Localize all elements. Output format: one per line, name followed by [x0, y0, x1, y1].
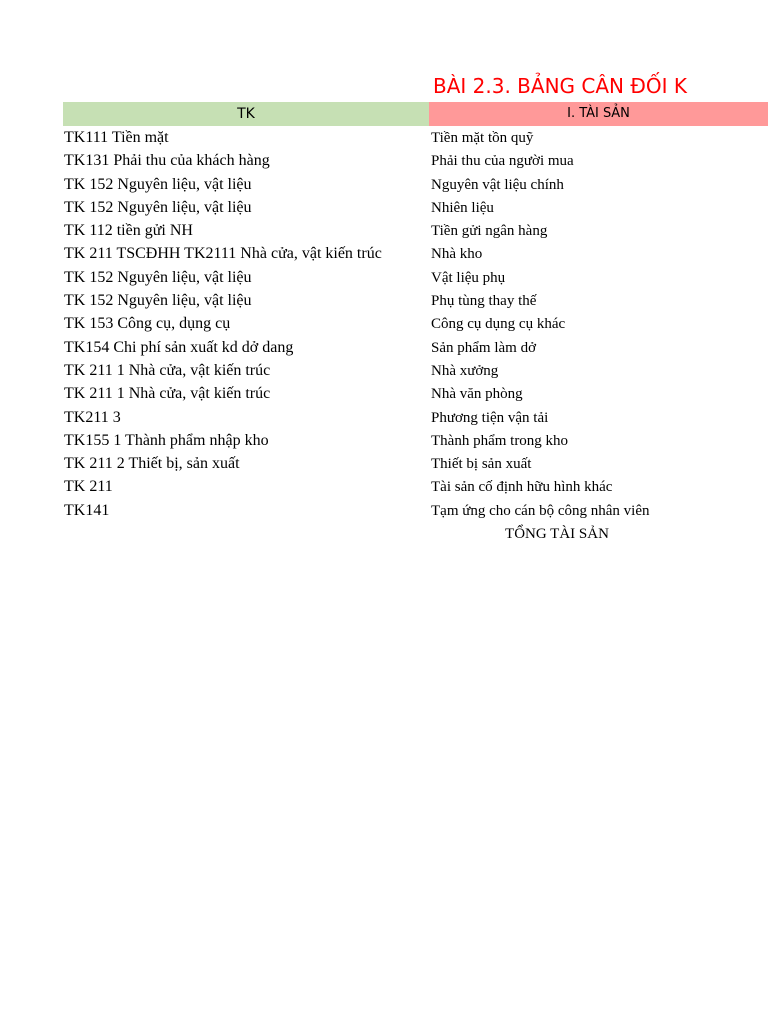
account-cell[interactable]: TK 152 Nguyên liệu, vật liệu [64, 292, 252, 310]
account-cell[interactable]: TK 211 1 Nhà cửa, vật kiến trúc [64, 385, 271, 403]
account-cell[interactable]: TK 211 TSCĐHH TK2111 Nhà cửa, vật kiến trúc [64, 245, 382, 263]
account-cell[interactable]: TK141 [64, 501, 110, 519]
sheet-title[interactable]: BÀI 2.3. BẢNG CÂN ĐỐI K [433, 74, 687, 98]
asset-cell[interactable]: Tài sản cố định hữu hình khác [431, 479, 613, 496]
table-row [0, 242, 768, 265]
asset-cell[interactable]: Phụ tùng thay thế [431, 293, 537, 310]
asset-cell[interactable]: Nhà xưởng [431, 362, 499, 379]
table-row [0, 452, 768, 475]
account-cell[interactable]: TK154 Chi phí sản xuất kd dở dang [64, 338, 294, 356]
asset-cell[interactable]: Tiền gửi ngân hàng [431, 223, 548, 240]
account-cell[interactable]: TK211 3 [64, 408, 121, 426]
asset-cell[interactable]: Thiết bị sản xuất [431, 456, 532, 473]
table-row [0, 359, 768, 382]
header-row [63, 102, 768, 126]
table-row [0, 149, 768, 172]
table-row [0, 499, 768, 522]
account-cell[interactable]: TK131 Phải thu của khách hàng [64, 152, 270, 170]
table-row [0, 289, 768, 312]
asset-cell[interactable]: Nhà kho [431, 246, 483, 263]
account-cell[interactable]: TK 211 1 Nhà cửa, vật kiến trúc [64, 361, 271, 379]
account-cell[interactable]: TK 112 tiền gửi NH [64, 222, 193, 240]
table-row [0, 429, 768, 452]
account-cell[interactable]: TK 153 Công cụ, dụng cụ [64, 315, 231, 333]
table-row [0, 406, 768, 429]
total-assets-label[interactable]: TỔNG TÀI SẢN [505, 526, 609, 542]
table-row [0, 173, 768, 196]
table-row [0, 266, 768, 289]
data-rows [0, 126, 768, 522]
table-row [0, 196, 768, 219]
account-cell[interactable]: TK155 1 Thành phẩm nhập kho [64, 431, 269, 449]
account-cell[interactable]: TK 152 Nguyên liệu, vật liệu [64, 268, 252, 286]
asset-cell[interactable]: Nhiên liệu [431, 199, 494, 216]
table-row [0, 382, 768, 405]
asset-cell[interactable]: Tiền mặt tồn quỹ [431, 130, 534, 146]
asset-cell[interactable]: Thành phẩm trong kho [431, 432, 569, 449]
account-cell[interactable]: TK 211 2 Thiết bị, sản xuất [64, 455, 240, 473]
table-row [0, 336, 768, 359]
header-cell-tk[interactable]: TK [63, 102, 429, 126]
asset-cell[interactable]: Vật liệu phụ [431, 269, 506, 286]
asset-cell[interactable]: Sản phẩm làm dở [431, 339, 536, 356]
account-cell[interactable]: TK 152 Nguyên liệu, vật liệu [64, 198, 252, 216]
table-row [0, 475, 768, 498]
asset-cell[interactable]: Phải thu của người mua [431, 153, 574, 170]
table-row [0, 126, 768, 149]
table-row [0, 219, 768, 242]
table-row [0, 312, 768, 335]
asset-cell[interactable]: Công cụ dụng cụ khác [431, 316, 566, 333]
asset-cell[interactable]: Tạm ứng cho cán bộ công nhân viên [431, 502, 650, 519]
asset-cell[interactable]: Nhà văn phòng [431, 386, 523, 403]
asset-cell[interactable]: Nguyên vật liệu chính [431, 176, 564, 193]
account-cell[interactable]: TK 211 [64, 478, 113, 496]
header-cell-assets[interactable]: I. TÀI SẢN [429, 102, 768, 126]
account-cell[interactable]: TK 152 Nguyên liệu, vật liệu [64, 175, 252, 193]
asset-cell[interactable]: Phương tiện vận tải [431, 409, 549, 426]
account-cell[interactable]: TK111 Tiền mặt [64, 129, 169, 146]
